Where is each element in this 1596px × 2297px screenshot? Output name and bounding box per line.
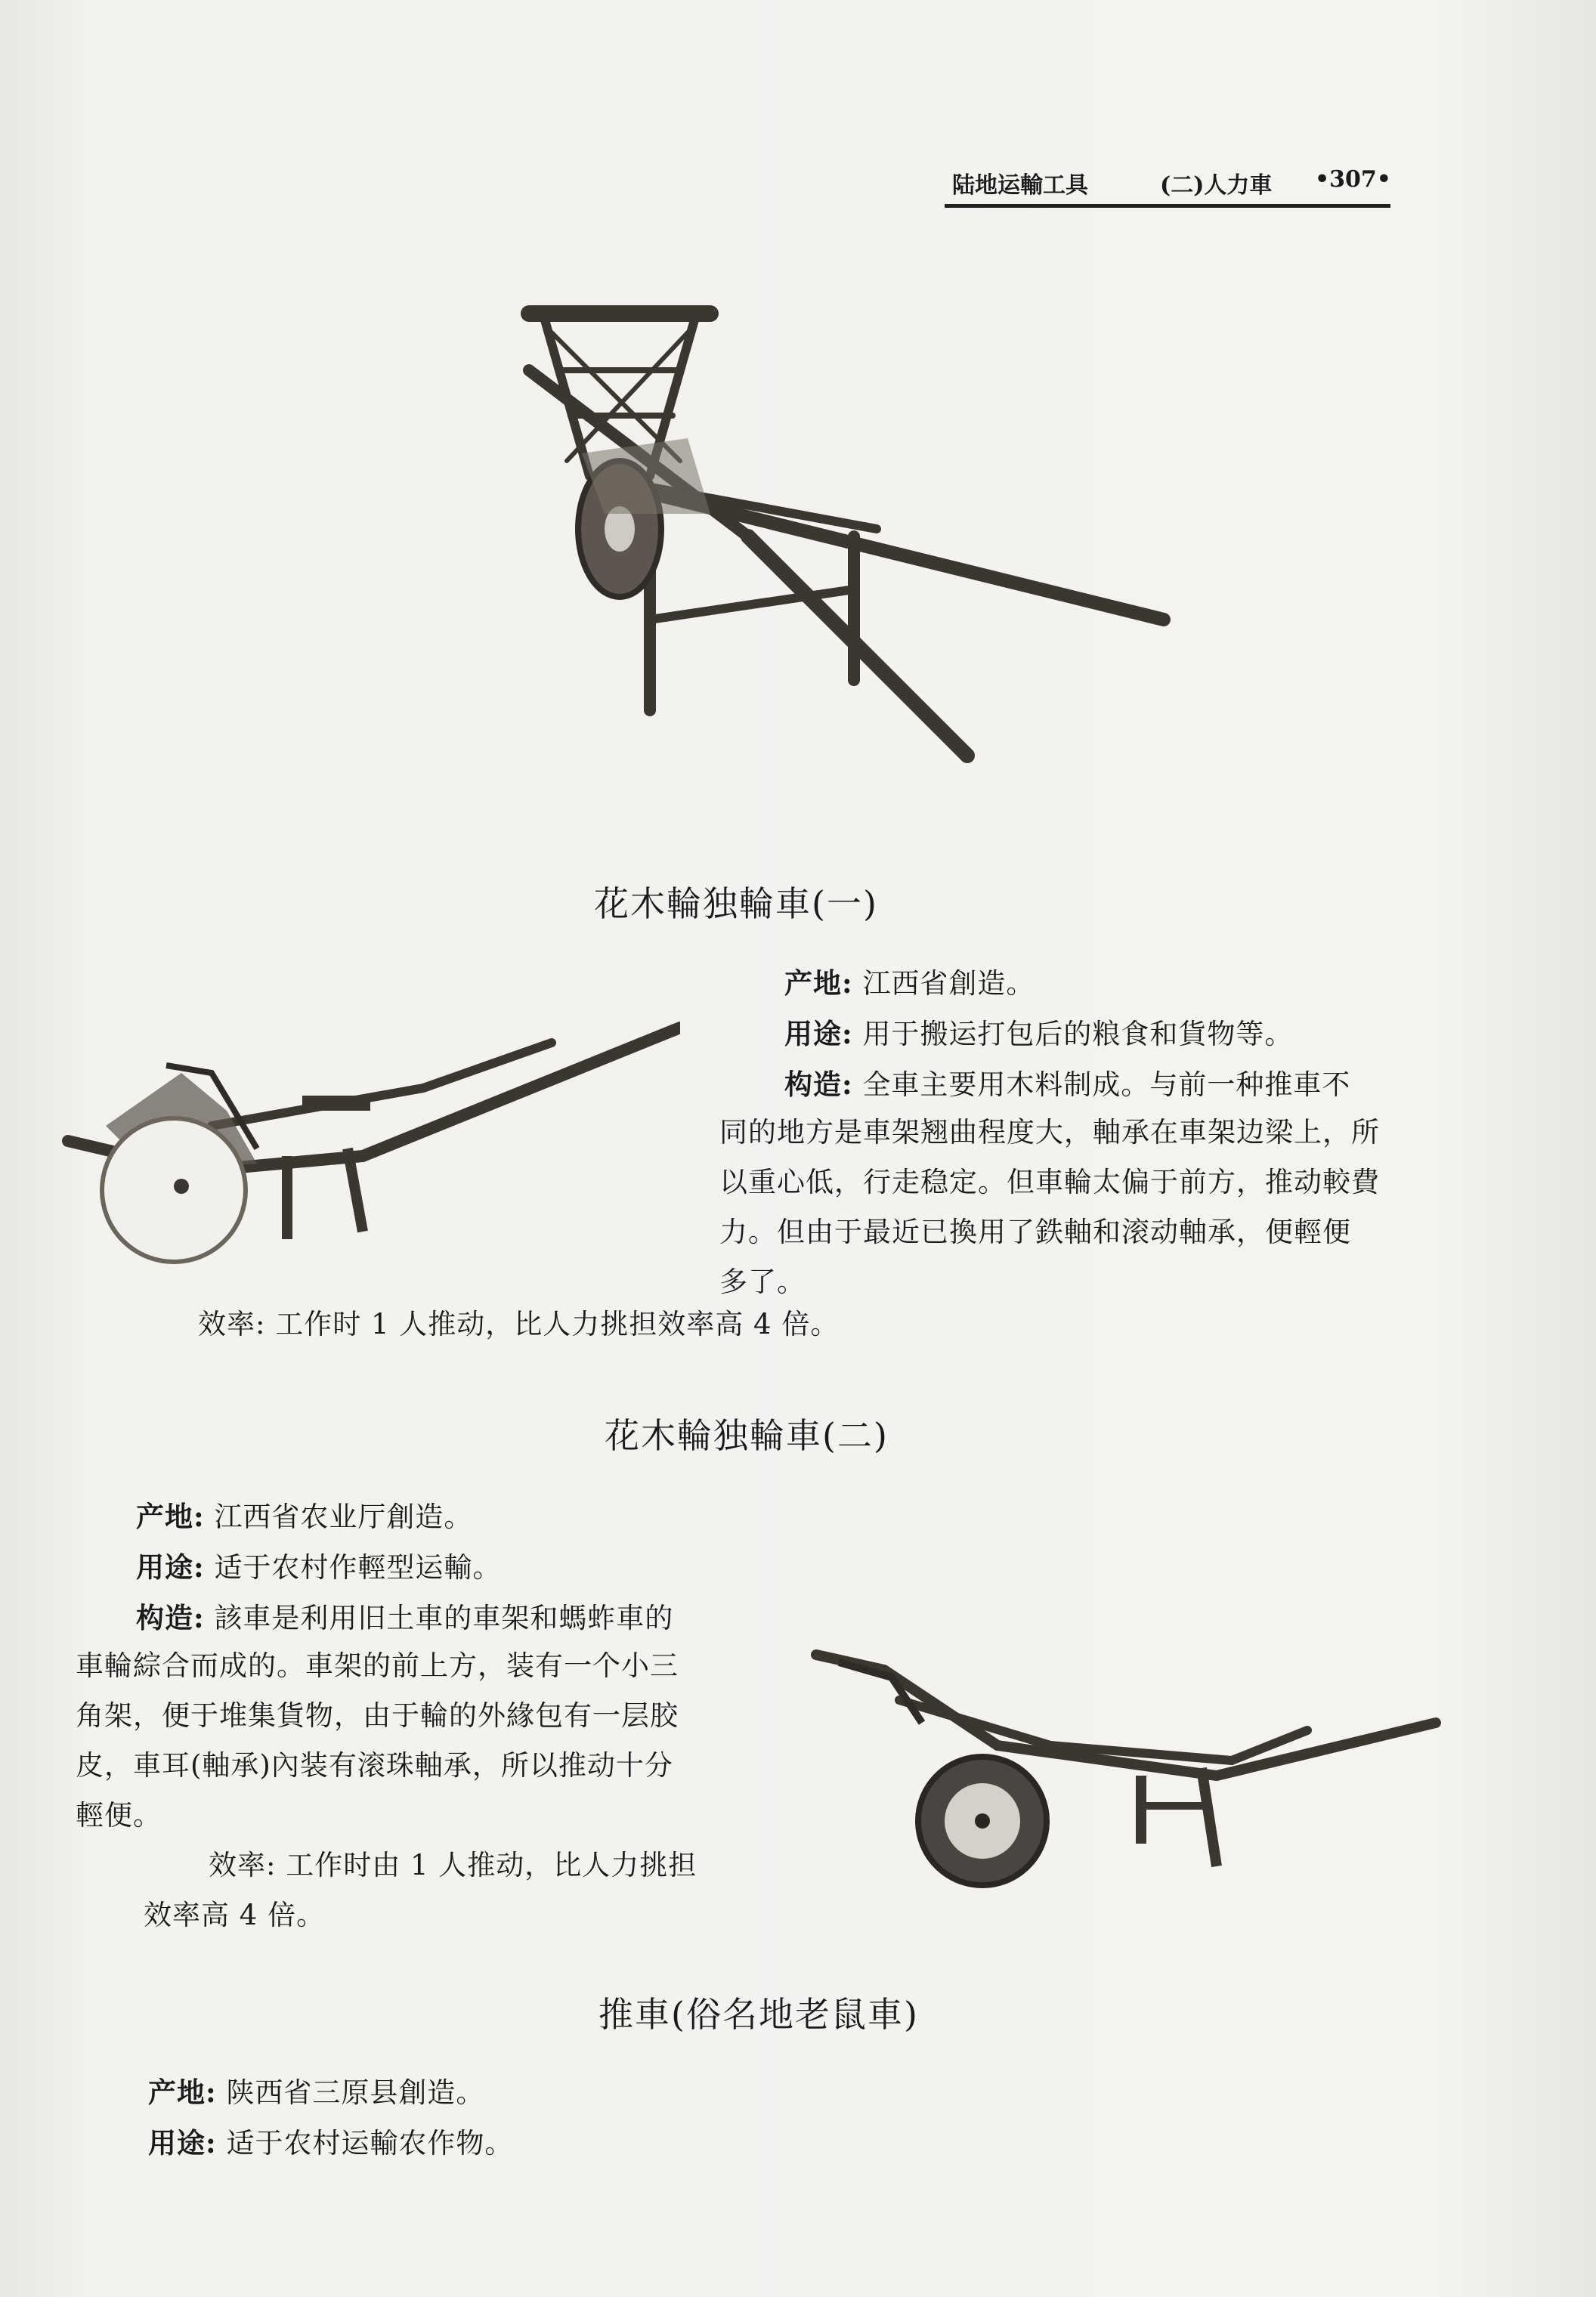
- item1-structure-line: 多了。: [719, 1266, 806, 1298]
- item3-origin: 陕西省三原县創造。: [226, 2076, 485, 2109]
- page-number: •307•: [1315, 166, 1391, 193]
- item1-structure-line: 以重心低，行走稳定。但車輪太偏于前方，推动較費: [719, 1166, 1380, 1198]
- item2-efficiency-label: 效率:: [209, 1849, 277, 1881]
- item1-structure-line: 同的地方是車架翘曲程度大，軸承在車架边梁上，所: [719, 1116, 1380, 1148]
- item1-efficiency: 工作时 1 人推动，比人力挑担效率高 4 倍。: [275, 1308, 840, 1340]
- header-section: 陆地运輸工具: [952, 172, 1088, 199]
- item2-title: 花木輪独輪車(二): [605, 1415, 889, 1456]
- item2-structure-label: 构造:: [136, 1601, 205, 1634]
- running-header: [945, 162, 1390, 208]
- item1-efficiency-label: 效率:: [198, 1308, 266, 1340]
- item2-origin-label: 产地:: [136, 1500, 205, 1533]
- item1-title: 花木輪独輪車(一): [594, 883, 878, 924]
- wheelbarrow-photo-bottom: [809, 1632, 1443, 1889]
- item1-structure-line: 全車主要用木料制成。与前一种推車不: [862, 1068, 1351, 1101]
- item2-structure-line: 車輪綜合而成的。車架的前上方，装有一个小三: [76, 1649, 679, 1682]
- wheelbarrow-photo-middle: [60, 1012, 680, 1269]
- item1-origin: 江西省創造。: [862, 967, 1035, 1000]
- item3-use-label: 用途:: [148, 2126, 217, 2159]
- item1-origin-label: 产地:: [784, 966, 853, 1000]
- item3-use: 适于农村运輸农作物。: [226, 2127, 514, 2159]
- item1-use-label: 用途:: [784, 1017, 853, 1050]
- item1-structure-label: 构造:: [784, 1068, 853, 1101]
- header-subsection: (二)人力車: [1160, 172, 1273, 199]
- item3-title: 推車(俗名地老鼠車): [598, 1994, 919, 2035]
- item2-structure-line: 皮，車耳(軸承)內装有滚珠軸承，所以推动十分: [76, 1749, 673, 1782]
- item2-origin: 江西省农业厅創造。: [214, 1501, 473, 1533]
- item2-efficiency-line: 工作时由 1 人推动，比人力挑担: [286, 1849, 697, 1881]
- item2-structure-line: 角架，便于堆集貨物，由于輪的外緣包有一层胶: [76, 1699, 679, 1732]
- item1-use: 用于搬运打包后的粮食和貨物等。: [862, 1018, 1294, 1050]
- item2-structure-line: 該車是利用旧土車的車架和螞蚱車的: [214, 1602, 674, 1634]
- wheelbarrow-photo-top: [499, 287, 1179, 771]
- item2-structure-line: 輕便。: [76, 1799, 162, 1832]
- item2-use-label: 用途:: [136, 1550, 205, 1584]
- item3-origin-label: 产地:: [148, 2076, 217, 2109]
- item2-efficiency-line: 效率高 4 倍。: [144, 1899, 326, 1931]
- item1-structure-line: 力。但由于最近已換用了鉄軸和滚动軸承，便輕便: [719, 1216, 1351, 1248]
- item2-use: 适于农村作輕型运輸。: [214, 1551, 502, 1584]
